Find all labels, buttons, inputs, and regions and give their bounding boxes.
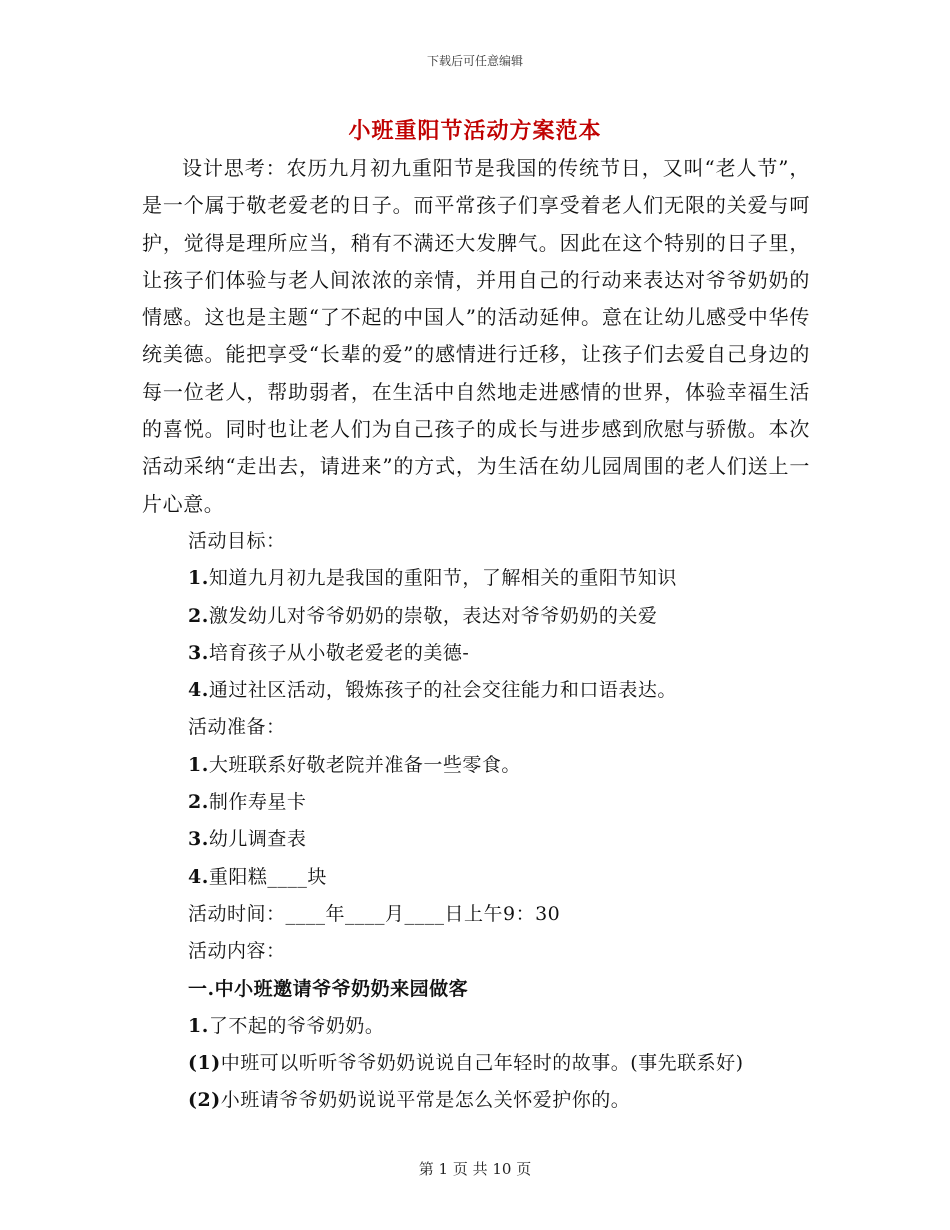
goal-number: 1. (188, 567, 209, 590)
goal-item (142, 560, 810, 597)
subitem-text: 中班可以听听爷爷奶奶说说自己年轻时的故事。(事先联系好) (220, 1052, 744, 1075)
subitem-number: (2) (188, 1089, 221, 1112)
page-header: 下载后可任意编辑 (426, 54, 523, 68)
subitem-number: (1) (188, 1052, 221, 1075)
goal-number: 4. (188, 679, 209, 702)
content-subitem (142, 1045, 810, 1082)
prep-number: 3. (188, 828, 209, 851)
document-title: 小班重阳节活动方案范本 (348, 118, 602, 144)
intro-paragraph: 设计思考：农历九月初九重阳节是我国的传统节日，又叫“老人节”，是一个属于敬老爱老的日子。而平常孩子们享受着老人们无限的关爱与呵护，觉得是理所应当，稍有不满还大发脾气。因此在这个特别的日子里，让孩子们体验与老人间浓浓的亲情，并用自己的行动来表达对爷爷奶奶的情感。这也是主题“了不起的中国人”的活动延伸。意在让幼儿感受中华传统美德。能把享受“长辈的爱”的感情进行迁移，让孩子们去爱自己身边的每一位老人，帮助弱者，在生活中自然地走进感情的世界，体验幸福生活的喜悦。同时也让老人们为自己孩子的成长与进步感到欣慰与骄傲。本次活动采纳“走出去，请进来”的方式，为生活在幼儿园周围的老人们送上一片心意。 (142, 156, 810, 516)
prep-label: 活动准备： (188, 716, 286, 739)
prep-text: 重阳糕____块 (208, 865, 327, 888)
goal-text: 培育孩子从小敬老爱老的美德- (208, 641, 470, 664)
goal-number: 3. (188, 641, 209, 664)
prep-number: 4. (188, 865, 209, 888)
prep-text: 大班联系好敬老院并准备一些零食。 (208, 753, 521, 776)
activity-time-line: 活动时间：____年____月____日上午9：30 (188, 902, 561, 925)
subitem-text: 小班请爷爷奶奶说说平常是怎么关怀爱护你的。 (220, 1089, 631, 1112)
prep-number: 1. (188, 753, 209, 776)
content-item (142, 1008, 810, 1045)
prep-text: 制作寿星卡 (208, 791, 307, 814)
goals-label: 活动目标： (188, 529, 286, 552)
prep-text: 幼儿调查表 (208, 828, 307, 851)
prep-item (142, 747, 810, 784)
goal-item (142, 635, 810, 672)
prep-number: 2. (188, 791, 209, 814)
prep-item (142, 859, 810, 896)
section-heading: 一.中小班邀请爷爷奶奶来园做客 (188, 977, 469, 1000)
goal-item (142, 598, 810, 635)
goal-text: 激发幼儿对爷爷奶奶的崇敬，表达对爷爷奶奶的关爱 (208, 604, 658, 627)
document-body (142, 150, 810, 1120)
goal-number: 2. (188, 604, 209, 627)
content-item-text: 了不起的爷爷奶奶。 (208, 1014, 385, 1037)
content-subitem (142, 1082, 810, 1119)
goal-text: 通过社区活动，锻炼孩子的社会交往能力和口语表达。 (208, 679, 677, 702)
goal-item (142, 672, 810, 709)
prep-item (142, 784, 810, 821)
page-footer: 第 1 页 共 10 页 (418, 1160, 532, 1178)
prep-item (142, 821, 810, 858)
content-item-number: 1. (188, 1014, 209, 1037)
goal-text: 知道九月初九是我国的重阳节，了解相关的重阳节知识 (208, 567, 677, 590)
content-label: 活动内容： (188, 940, 286, 963)
